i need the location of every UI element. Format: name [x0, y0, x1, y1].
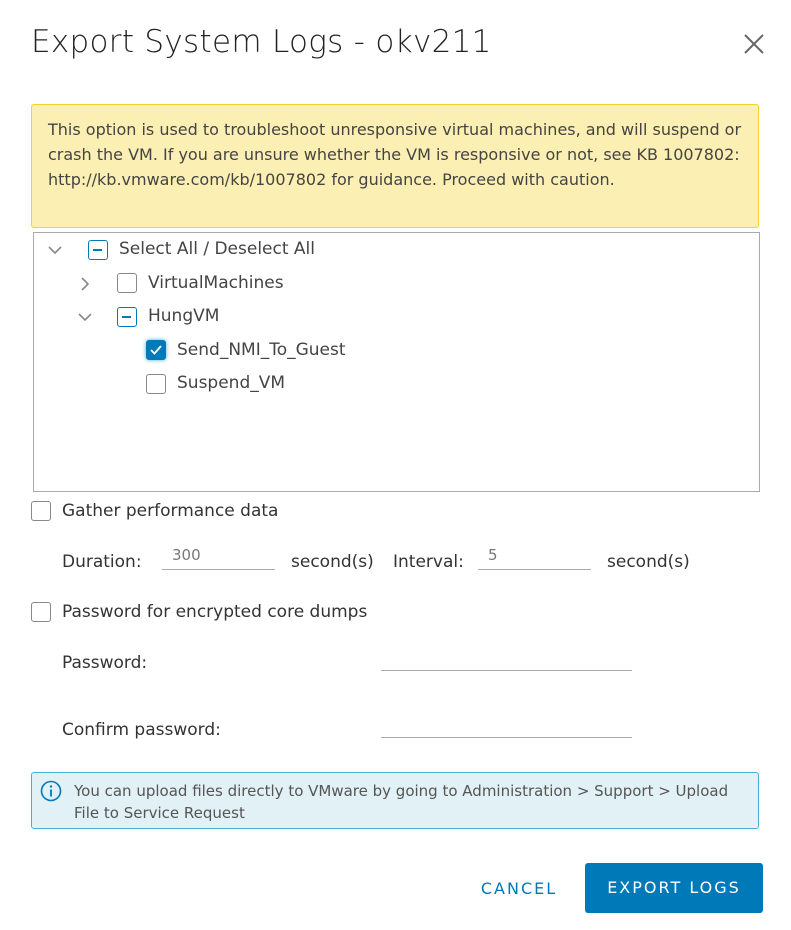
- info-text: You can upload files directly to VMware by going to Administration > Support > Upload File to Service Request: [74, 782, 729, 822]
- close-icon: [740, 30, 768, 58]
- send-nmi-checkbox[interactable]: [146, 340, 166, 360]
- warning-alert: This option is used to troubleshoot unresponsive virtual machines, and will suspend or crash the VM. If you are unsure whether the VM is responsive or not, see KB 1007802: http://kb.vmware.com/kb/1007802 for guidance. Proceed with caution.: [31, 104, 759, 228]
- password-core-dumps-label: Password for encrypted core dumps: [62, 602, 368, 622]
- gather-performance-checkbox[interactable]: [31, 501, 51, 521]
- tree-item-label: VirtualMachines: [148, 273, 284, 293]
- cancel-button[interactable]: CANCEL: [480, 879, 558, 898]
- duration-unit: second(s): [291, 552, 374, 572]
- check-icon: [147, 341, 165, 359]
- confirm-password-label: Confirm password:: [62, 720, 221, 740]
- chevron-right-icon[interactable]: [76, 275, 94, 293]
- log-tree: [33, 232, 760, 492]
- interval-label: Interval:: [393, 552, 464, 572]
- confirm-password-input[interactable]: [381, 713, 632, 738]
- suspend-vm-checkbox[interactable]: [146, 374, 166, 394]
- password-core-dumps-checkbox[interactable]: [31, 602, 51, 622]
- tree-item-label: Suspend_VM: [177, 373, 286, 393]
- duration-label: Duration:: [62, 552, 142, 572]
- select-all-label: Select All / Deselect All: [119, 239, 315, 259]
- dialog-title: Export System Logs - okv211: [31, 24, 492, 60]
- password-label: Password:: [62, 653, 148, 673]
- interval-input[interactable]: [478, 544, 591, 570]
- tree-item-label: Send_NMI_To_Guest: [177, 340, 346, 360]
- interval-unit: second(s): [607, 552, 690, 572]
- virtualmachines-checkbox[interactable]: [117, 273, 137, 293]
- duration-input[interactable]: [162, 544, 275, 570]
- hungvm-checkbox[interactable]: [117, 307, 137, 327]
- close-button[interactable]: [740, 30, 768, 58]
- gather-performance-label: Gather performance data: [62, 501, 279, 521]
- chevron-down-icon[interactable]: [46, 241, 64, 259]
- export-logs-button[interactable]: EXPORT LOGS: [585, 863, 763, 913]
- tree-item-label: HungVM: [148, 306, 220, 326]
- chevron-down-icon[interactable]: [76, 308, 94, 326]
- select-all-checkbox[interactable]: [88, 240, 108, 260]
- info-alert: [31, 772, 759, 829]
- info-icon: [40, 780, 62, 802]
- password-input[interactable]: [381, 646, 632, 671]
